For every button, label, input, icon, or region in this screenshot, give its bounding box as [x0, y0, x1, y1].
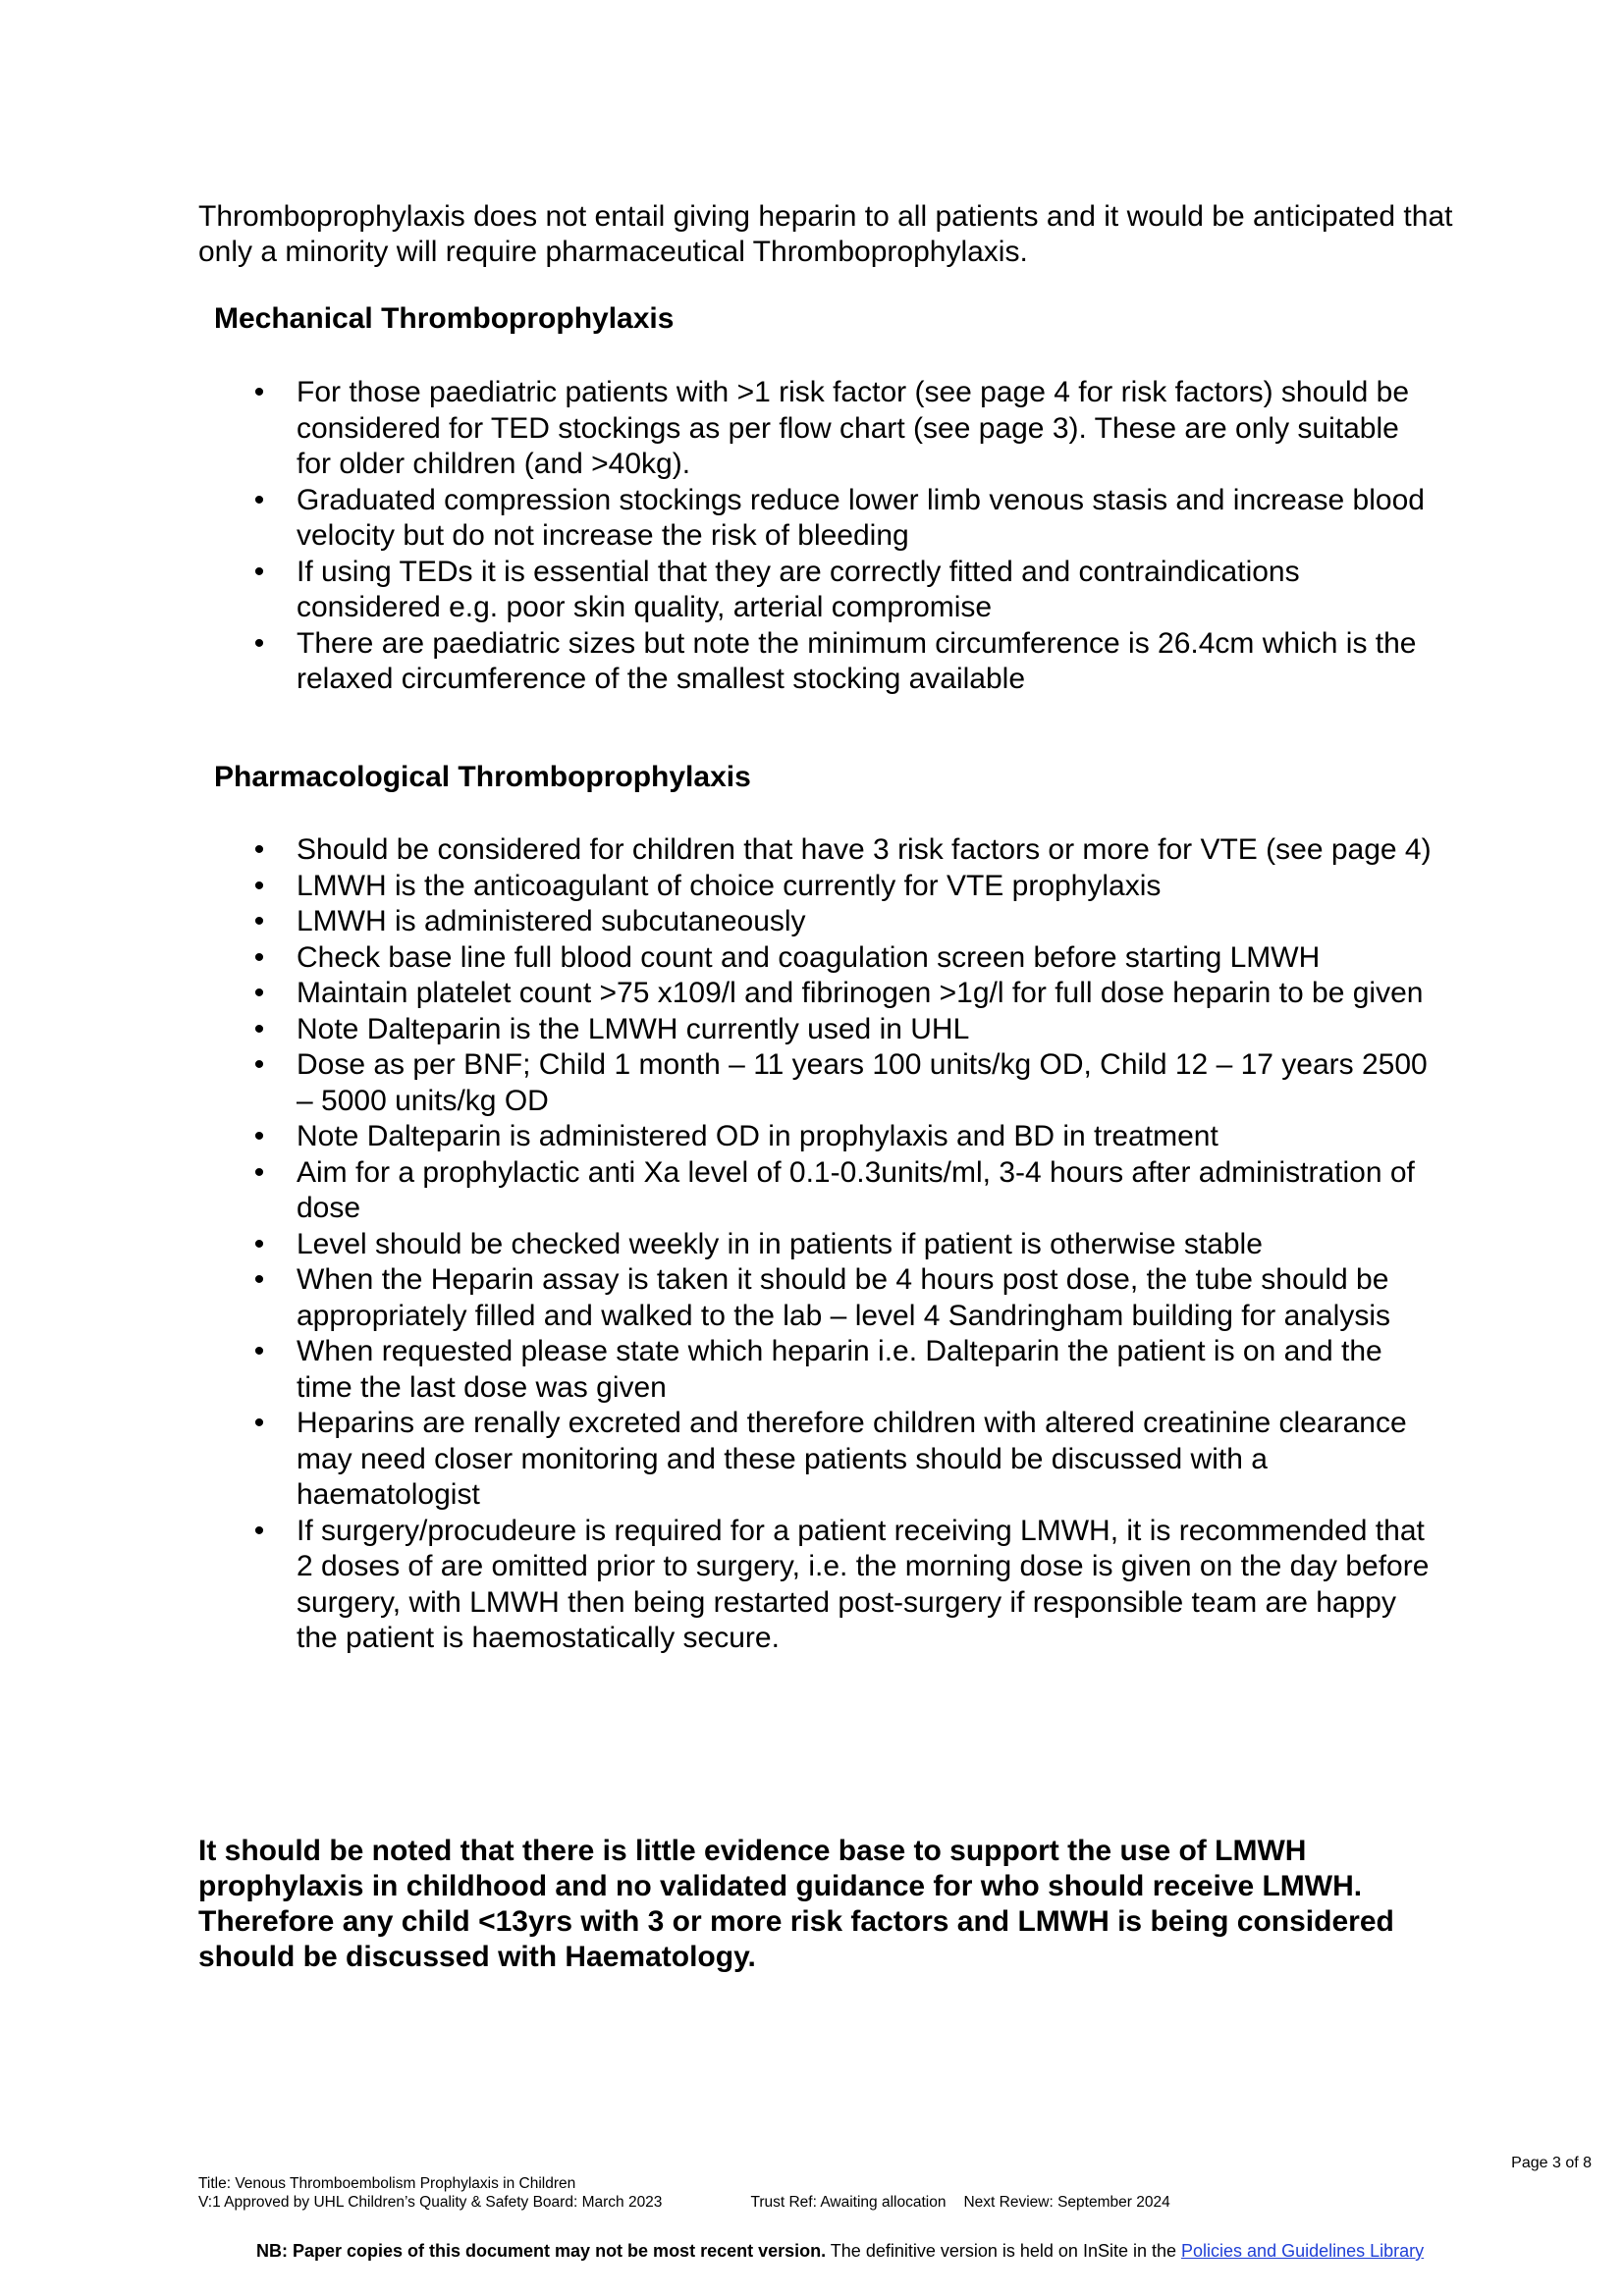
- bullet-icon: •: [253, 555, 265, 588]
- list-item: [0, 869, 1440, 905]
- list-item-text: When the Heparin assay is taken it should be 4 hours post dose, the tube should be appropriately filled and walked to the lab – level 4 Sandringham building for analysis: [297, 1263, 1391, 1332]
- bullet-icon: •: [253, 376, 265, 408]
- list-item-text: Check base line full blood count and coagulation screen before starting LMWH: [297, 940, 1321, 974]
- notice-bold: NB: Paper copies of this document may not be most recent version.: [256, 2241, 827, 2261]
- list-item: [0, 1514, 1440, 1657]
- bullet-icon: •: [253, 1263, 265, 1296]
- list-item: [0, 483, 1440, 555]
- bullet-icon: •: [253, 833, 265, 866]
- bullet-icon: •: [253, 1227, 265, 1260]
- intro-paragraph: Thromboprophylaxis does not entail giving heparin to all patients and it would be anticipated that only a minority will require pharmaceutical Thromboprophylaxis.: [198, 200, 1453, 268]
- list-item: [0, 832, 1440, 869]
- list-item: [0, 1119, 1440, 1155]
- list-item-text: Aim for a prophylactic anti Xa level of 0.1-0.3units/ml, 3-4 hours after administration of dose: [297, 1155, 1415, 1224]
- paper-copy-notice: [256, 2240, 1424, 2262]
- pharmacological-heading: Pharmacological Thromboprophylaxis: [214, 761, 751, 793]
- footer-approved: V:1 Approved by UHL Children’s Quality & Safety Board: March 2023: [198, 2194, 663, 2211]
- footer-trust-ref: Trust Ref: Awaiting allocation: [750, 2194, 947, 2211]
- list-item-text: Graduated compression stockings reduce lower limb venous stasis and increase blood velocity but do not increase the risk of bleeding: [297, 483, 1425, 552]
- list-item-text: Dose as per BNF; Child 1 month – 11 years 100 units/kg OD, Child 12 – 17 years 2500 – 5000 units/kg OD: [297, 1048, 1428, 1117]
- policies-library-link[interactable]: Policies and Guidelines Library: [1181, 2241, 1425, 2261]
- bullet-icon: •: [253, 626, 265, 660]
- list-item-text: Level should be checked weekly in in patients if patient is otherwise stable: [297, 1227, 1263, 1260]
- list-item-text: Note Dalteparin is the LMWH currently used in UHL: [297, 1012, 970, 1045]
- notice-text: The definitive version is held on InSite in the: [826, 2241, 1182, 2261]
- list-item: [0, 555, 1440, 626]
- bullet-icon: •: [253, 905, 265, 937]
- list-item: [0, 1262, 1440, 1334]
- bullet-icon: •: [253, 483, 265, 516]
- mechanical-list: [0, 375, 1473, 698]
- list-item: [0, 1406, 1440, 1514]
- list-item-text: If surgery/procudeure is required for a patient receiving LMWH, it is recommended that 2 doses of are omitted prior to surgery, i.e. the morning dose is given on the day before surgery, with LMWH then being restarted post-surgery if responsible team are happy the patient is haemostatically secure.: [297, 1514, 1430, 1654]
- bullet-icon: •: [253, 1335, 265, 1367]
- bullet-icon: •: [253, 1012, 265, 1045]
- list-item: [0, 904, 1440, 940]
- bullet-icon: •: [253, 1048, 265, 1081]
- footer-next-review: Next Review: September 2024: [963, 2194, 1170, 2211]
- list-item: [0, 626, 1440, 698]
- bullet-icon: •: [253, 869, 265, 902]
- list-item: [0, 940, 1440, 977]
- list-item-text: For those paediatric patients with >1 risk factor (see page 4 for risk factors) should be considered for TED stockings as per flow chart (see page 3). These are only suitable for older children (and >40kg).: [297, 376, 1410, 480]
- list-item-text: Maintain platelet count >75 x109/l and fibrinogen >1g/l for full dose heparin to be given: [297, 977, 1424, 1009]
- list-item: [0, 1155, 1440, 1227]
- list-item: [0, 1227, 1440, 1263]
- pharmacological-list: [0, 832, 1473, 1657]
- list-item: [0, 1334, 1440, 1406]
- list-item-text: Should be considered for children that have 3 risk factors or more for VTE (see page 4): [297, 833, 1432, 866]
- bullet-icon: •: [253, 977, 265, 1009]
- list-item-text: Heparins are renally excreted and therefore children with altered creatinine clearance may need closer monitoring and these patients should be discussed with a haematologist: [297, 1407, 1407, 1511]
- bullet-icon: •: [253, 1155, 265, 1189]
- footer-title: Title: Venous Thromboembolism Prophylaxis in Children: [198, 2175, 576, 2192]
- list-item: [0, 976, 1440, 1012]
- list-item-text: There are paediatric sizes but note the minimum circumference is 26.4cm which is the relaxed circumference of the smallest stocking available: [297, 626, 1417, 695]
- footer-approval-row: [198, 2193, 1170, 2212]
- list-item: [0, 1012, 1440, 1048]
- list-item: [0, 1047, 1440, 1119]
- bullet-icon: •: [253, 940, 265, 974]
- document-footer: [198, 2174, 1170, 2212]
- bullet-icon: •: [253, 1407, 265, 1439]
- list-item-text: Note Dalteparin is administered OD in prophylaxis and BD in treatment: [297, 1120, 1218, 1152]
- page-number: Page 3 of 8: [1511, 2155, 1592, 2171]
- list-item-text: When requested please state which heparin i.e. Dalteparin the patient is on and the time the last dose was given: [297, 1335, 1382, 1404]
- list-item-text: LMWH is administered subcutaneously: [297, 905, 806, 937]
- list-item: [0, 375, 1440, 483]
- mechanical-heading: Mechanical Thromboprophylaxis: [214, 302, 675, 335]
- list-item-text: LMWH is the anticoagulant of choice currently for VTE prophylaxis: [297, 869, 1162, 902]
- bullet-icon: •: [253, 1120, 265, 1152]
- list-item-text: If using TEDs it is essential that they are correctly fitted and contraindications considered e.g. poor skin quality, arterial compromise: [297, 555, 1300, 623]
- evidence-warning: It should be noted that there is little evidence base to support the use of LMWH prophylaxis in childhood and no validated guidance for who should receive LMWH. Therefore any child <13yrs with 3 or more risk factors and LMWH is being considered should be discussed with Haematology.: [198, 1835, 1394, 1973]
- bullet-icon: •: [253, 1514, 265, 1547]
